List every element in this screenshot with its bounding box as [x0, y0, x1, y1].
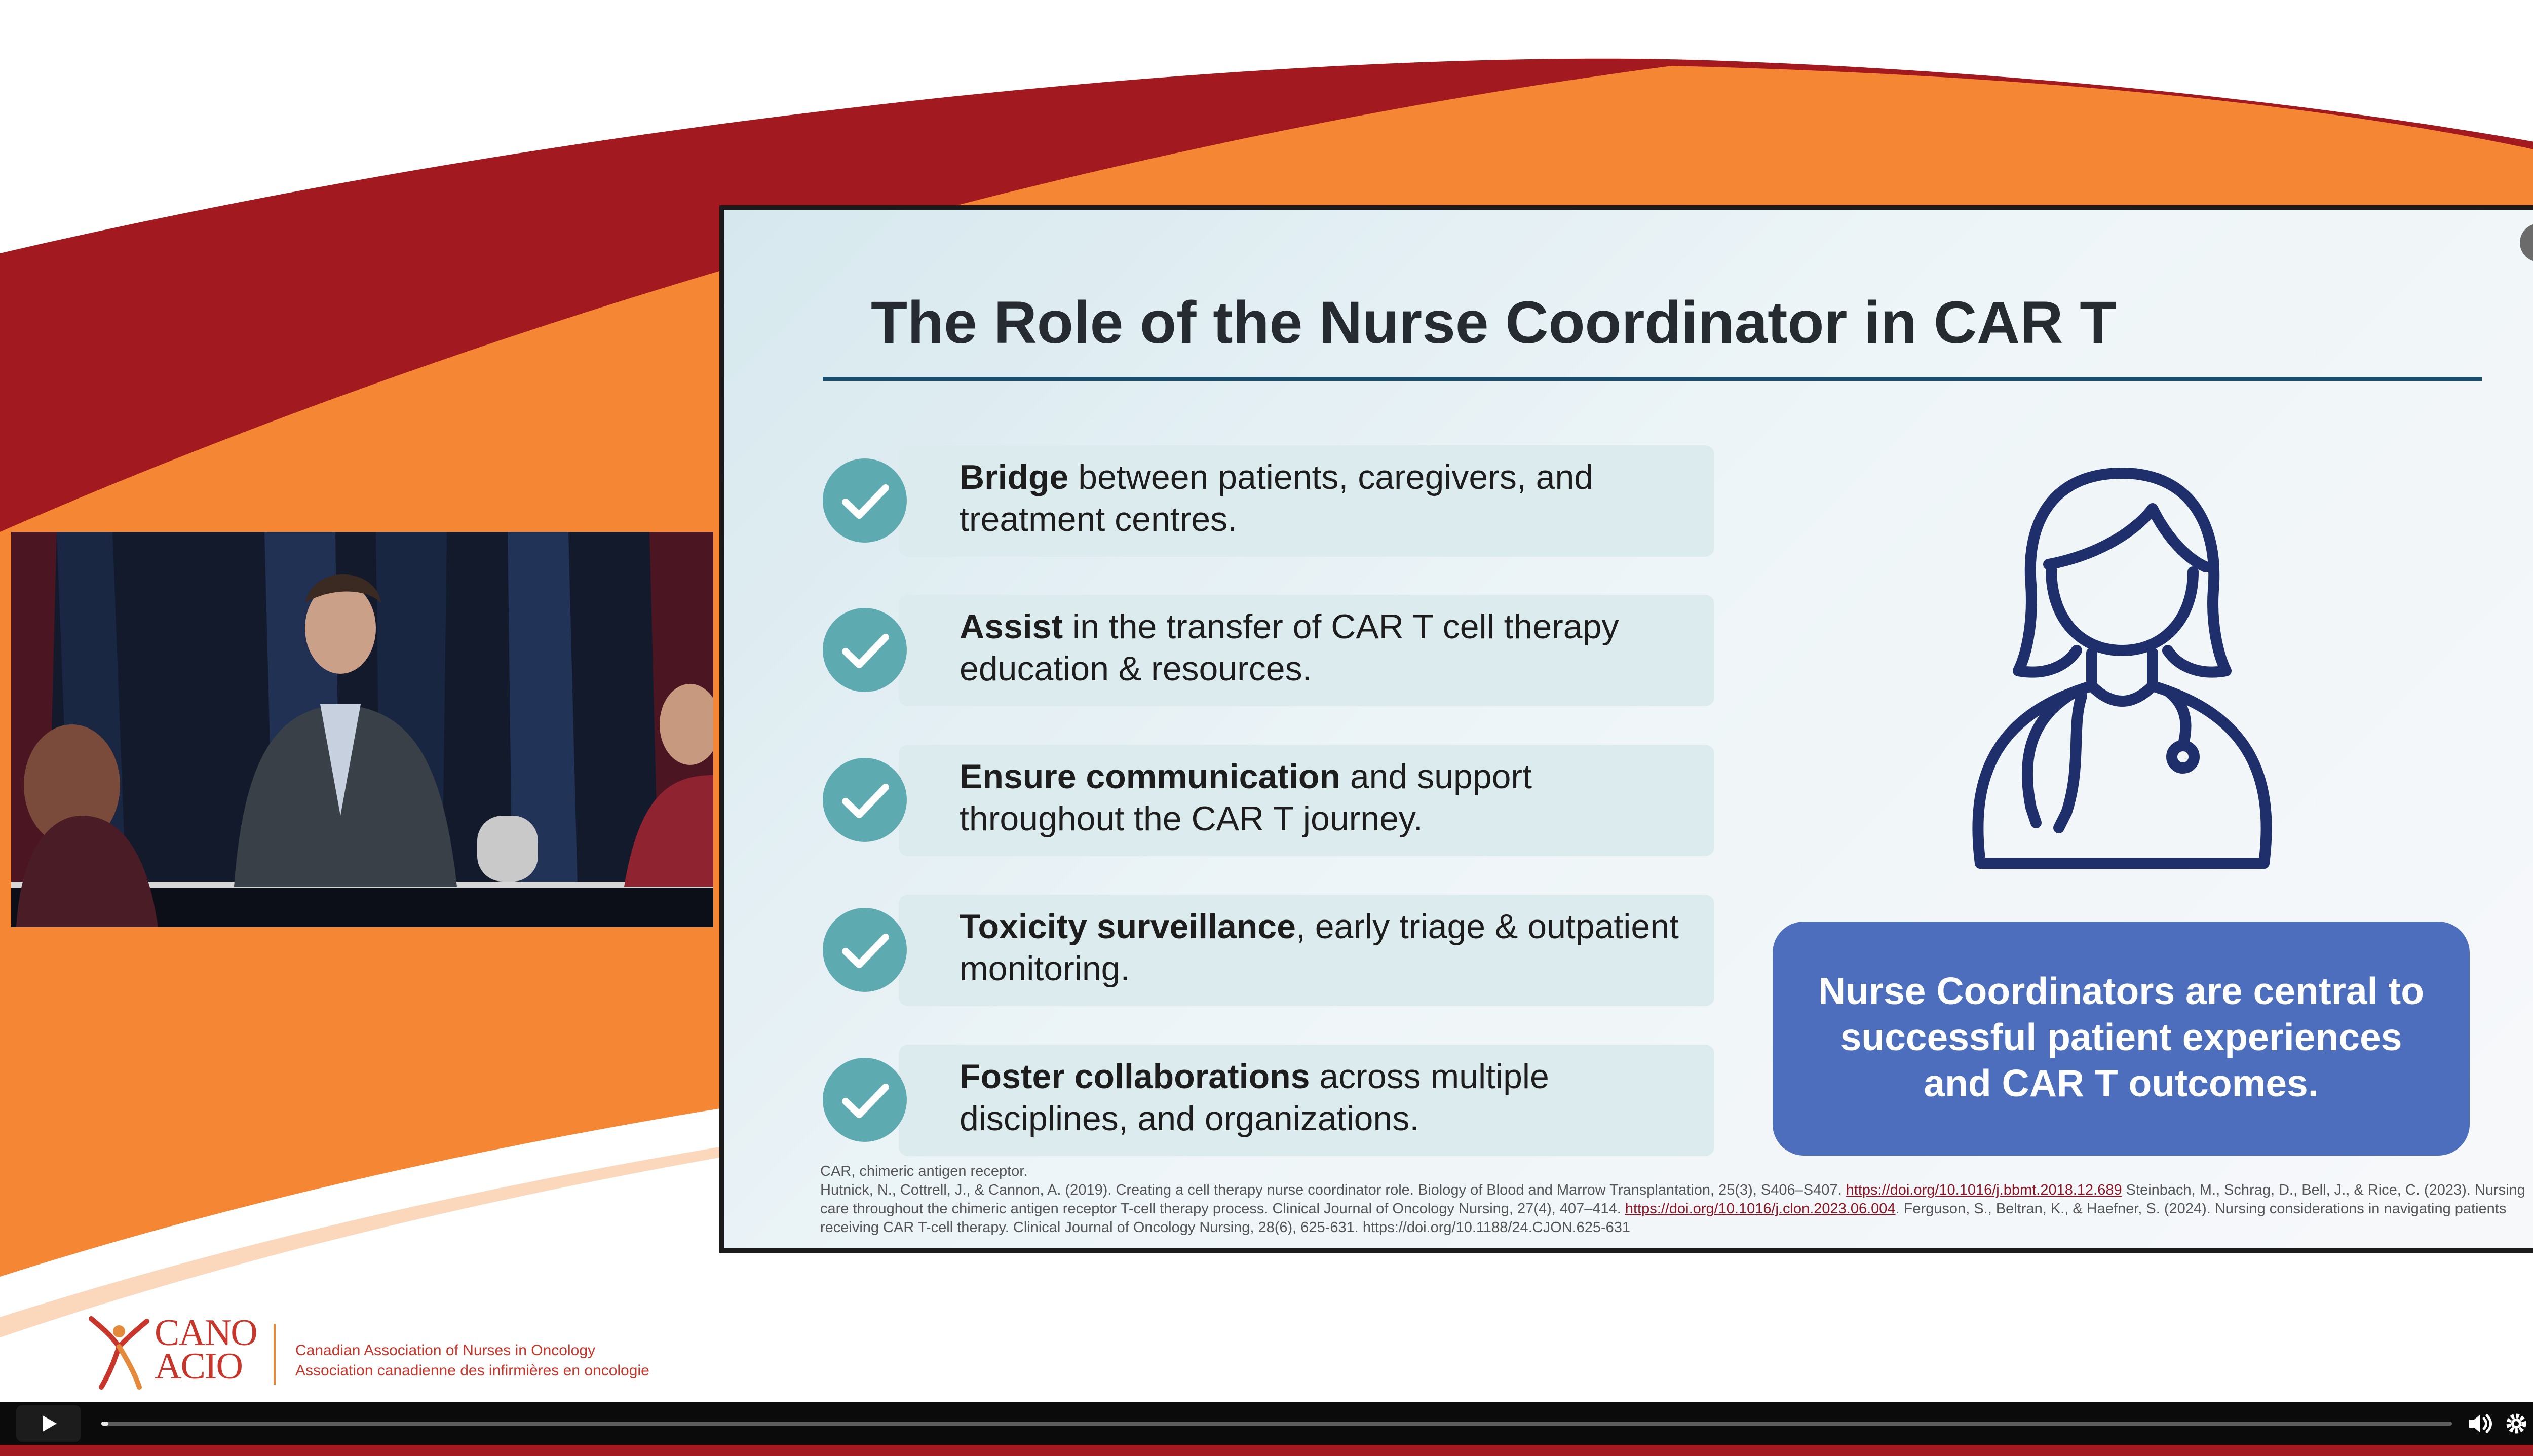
point-bold: Foster collaborations — [960, 1057, 1310, 1096]
volume-button[interactable] — [2462, 1402, 2498, 1445]
point-bridge — [823, 445, 1714, 557]
reference-2: Steinbach, M., Schrag, D., Bell, J., & Rice, C. (2023). Nursing care throughout the chimeric antigen receptor T-cell therapy process. Clinical Journal of Oncology Nursing, 27(4), 407–414. — [820, 1182, 2525, 1217]
player-controls-bar — [0, 1402, 2533, 1445]
point-text — [960, 606, 1704, 690]
play-button[interactable] — [16, 1405, 81, 1442]
logo-divider — [274, 1324, 276, 1385]
point-rest: , early triage & outpatient monitoring. — [960, 907, 1679, 988]
progress-fill — [101, 1422, 108, 1426]
logo-name-en: Canadian Association of Nurses in Oncology — [295, 1342, 596, 1359]
reference-1: Hutnick, N., Cottrell, J., & Cannon, A. (2019). Creating a cell therapy nurse coordinator role. Biology of Blood and Marrow Transplantation, 25(3), S406–S407. — [820, 1182, 1846, 1198]
title-underline — [823, 377, 2482, 381]
point-bold: Assist — [960, 607, 1063, 646]
logo-name-fr: Association canadienne des infirmières en oncologie — [295, 1362, 649, 1379]
references — [820, 1162, 2533, 1237]
point-rest: between patients, caregivers, and treatment centres. — [960, 458, 1594, 539]
check-icon — [823, 608, 907, 692]
point-rest: and support throughout the CAR T journey. — [960, 757, 1532, 838]
logo-letters-top: CANO — [155, 1312, 257, 1354]
check-icon — [823, 908, 907, 992]
abbreviation-note: CAR, chimeric antigen receptor. — [820, 1163, 1028, 1179]
point-toxicity — [823, 895, 1714, 1006]
slide-title: The Role of the Nurse Coordinator in CAR T — [871, 289, 2117, 356]
reference-2-link[interactable]: https://doi.org/10.1016/j.clon.2023.06.004 — [1625, 1201, 1896, 1217]
point-assist — [823, 595, 1714, 706]
presentation-slide — [719, 205, 2533, 1253]
point-bold: Toxicity surveillance — [960, 907, 1296, 946]
check-icon — [823, 1058, 907, 1142]
reference-list — [820, 1181, 2533, 1237]
point-communication — [823, 745, 1714, 856]
point-text — [960, 756, 1704, 840]
gear-icon — [2499, 1402, 2533, 1445]
reference-3: . Ferguson, S., Beltran, K., & Haefner, S. (2024). Nursing considerations in navigating patients receiving CAR T-cell therapy. Clinical Journal of Oncology Nursing, 28(6), 625-631. https://doi.org/10.1188/24.CJON.625-631 — [820, 1201, 2507, 1236]
nurse-icon — [1950, 453, 2294, 889]
point-bold: Ensure communication — [960, 757, 1340, 796]
cano-acio-logo — [81, 1311, 648, 1392]
point-text — [960, 1056, 1704, 1140]
reference-1-link[interactable]: https://doi.org/10.1016/j.bbmt.2018.12.689 — [1846, 1182, 2122, 1198]
point-rest: across multiple disciplines, and organizations. — [960, 1057, 1549, 1138]
point-text — [960, 456, 1704, 541]
speaker-camera-feed — [11, 532, 713, 927]
point-collaborations — [823, 1045, 1714, 1156]
check-icon — [823, 758, 907, 842]
bottom-brand-strip — [0, 1445, 2533, 1456]
settings-button[interactable] — [2499, 1402, 2533, 1445]
check-icon — [823, 458, 907, 543]
play-icon — [16, 1405, 81, 1442]
point-rest: in the transfer of CAR T cell therapy education & resources. — [960, 607, 1619, 688]
volume-icon — [2462, 1402, 2498, 1445]
point-bold: Bridge — [960, 458, 1069, 496]
progress-track[interactable] — [101, 1422, 2452, 1426]
logo-figure-icon — [81, 1311, 157, 1392]
logo-letters-bottom: ACIO — [155, 1346, 242, 1387]
logo-organization-name — [295, 1340, 649, 1381]
slide-indicator-dot — [2520, 223, 2533, 262]
point-text — [960, 906, 1704, 990]
callout-box: Nurse Coordinators are central to successful patient experiences and CAR T outcomes. — [1773, 922, 2470, 1156]
